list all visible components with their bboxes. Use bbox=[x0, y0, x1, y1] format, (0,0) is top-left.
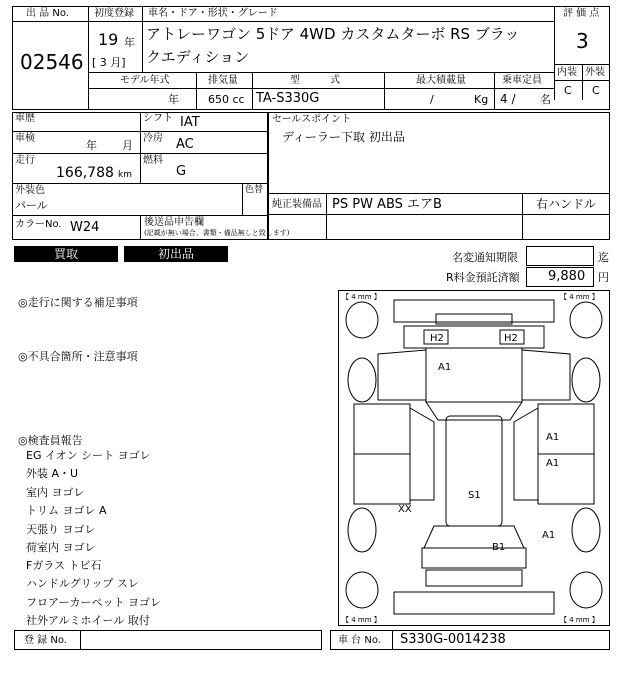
tire-depth-front-left: 【 4 mm 】 bbox=[342, 293, 381, 301]
report-line: EG イオン シート ヨゴレ bbox=[26, 449, 151, 462]
title-deadline-label: 名変通知期限 bbox=[452, 251, 518, 264]
exterior-grade: C bbox=[592, 84, 600, 97]
first-reg-label: 初度登録 bbox=[94, 8, 134, 19]
mark-rear-quarter: A1 bbox=[542, 530, 556, 541]
title-deadline-unit: 迄 bbox=[598, 251, 609, 264]
interior-label: 内装 bbox=[557, 67, 577, 78]
model-year-unit: 年 bbox=[168, 93, 179, 106]
type-label: 型 式 bbox=[290, 75, 340, 86]
divider bbox=[12, 183, 268, 184]
divider bbox=[554, 6, 555, 100]
chassis-value: S330G-0014238 bbox=[400, 632, 506, 647]
tag-first-listing: 初出品 bbox=[124, 246, 228, 262]
divider bbox=[582, 64, 583, 100]
divider bbox=[242, 183, 243, 215]
report-line: ハンドルグリップ スレ bbox=[26, 577, 139, 590]
shift-value: IAT bbox=[180, 115, 200, 130]
capacity-label: 乗車定員 bbox=[502, 75, 542, 86]
model-year-label: モデル年式 bbox=[120, 75, 170, 86]
fuel-label: 燃料 bbox=[143, 155, 163, 166]
chassis-label: 車 台 No. bbox=[338, 635, 381, 646]
tire-depth-front-right: 【 4 mm 】 bbox=[560, 293, 599, 301]
report-line: フロアーカーペット ヨゴレ bbox=[26, 596, 161, 609]
mileage-unit: km bbox=[118, 170, 132, 180]
report-line: 社外アルミホイール 取付 bbox=[26, 614, 150, 627]
divider bbox=[554, 80, 610, 81]
door-rear-left bbox=[354, 454, 410, 504]
wheel-side-front-right bbox=[572, 358, 600, 402]
inspection-year-unit: 年 bbox=[86, 139, 97, 152]
equipment-value: PS PW ABS エアB bbox=[332, 197, 442, 212]
interior-grade: C bbox=[564, 84, 572, 97]
tire-depth-rear-right: 【 4 mm 】 bbox=[560, 616, 599, 624]
rear-panel bbox=[426, 570, 522, 586]
divider bbox=[522, 193, 523, 240]
divider bbox=[140, 112, 141, 183]
ext-color-label: 外装色 bbox=[15, 185, 45, 196]
inspector-report-label: ◎検査員報告 bbox=[18, 434, 83, 447]
report-line: 室内 ヨゴレ bbox=[26, 486, 85, 499]
report-line: トリム ヨゴレ A bbox=[26, 504, 107, 517]
door-front-left bbox=[354, 404, 410, 454]
fender-front-right bbox=[522, 350, 570, 400]
side-window-right bbox=[514, 408, 538, 500]
mark-left-side: XX bbox=[398, 504, 412, 515]
tire-depth-rear-left: 【 4 mm 】 bbox=[342, 616, 381, 624]
inspection-label: 車検 bbox=[15, 133, 35, 144]
divider bbox=[326, 193, 327, 240]
type-value: TA-S330G bbox=[256, 91, 320, 106]
divider bbox=[494, 72, 495, 110]
divider bbox=[12, 21, 88, 22]
wheel-front-right bbox=[570, 302, 602, 338]
vehicle-damage-diagram bbox=[338, 290, 610, 626]
mileage-value: 166,788 bbox=[56, 165, 114, 181]
rear-gate bbox=[422, 548, 526, 568]
max-load-label: 最大積載量 bbox=[416, 75, 466, 86]
front-bumper bbox=[394, 300, 554, 322]
color-no-label: カラーNo. bbox=[15, 219, 62, 230]
score-label: 評 価 点 bbox=[563, 8, 600, 19]
steering-value: 右ハンドル bbox=[536, 197, 597, 211]
color-no-value: W24 bbox=[70, 220, 100, 235]
wheel-side-rear-right bbox=[572, 508, 600, 552]
mark-roof: S1 bbox=[468, 490, 481, 501]
capacity-value: 4 / bbox=[500, 92, 516, 106]
divider bbox=[142, 6, 143, 72]
divider bbox=[140, 215, 141, 240]
recycle-unit: 円 bbox=[598, 271, 609, 284]
door-front-right bbox=[538, 404, 594, 454]
report-line: Fガラス トビ石 bbox=[26, 559, 102, 572]
tag-buy: 買取 bbox=[14, 246, 118, 262]
max-load-unit: Kg bbox=[474, 93, 489, 106]
fender-front-left bbox=[378, 350, 426, 400]
mark-hood: A1 bbox=[438, 362, 452, 373]
front-grille bbox=[404, 326, 544, 348]
report-line: 荷室内 ヨゴレ bbox=[26, 541, 96, 554]
roof bbox=[446, 416, 502, 526]
wheel-rear-right bbox=[570, 572, 602, 608]
mark-door-rear-right: A1 bbox=[546, 458, 560, 469]
divider bbox=[384, 72, 385, 110]
report-line: 天張り ヨゴレ bbox=[26, 523, 96, 536]
fuel-value: G bbox=[176, 164, 187, 179]
rear-bumper bbox=[394, 592, 554, 614]
wheel-rear-left bbox=[346, 572, 378, 608]
wheel-side-front-left bbox=[348, 358, 376, 402]
inspection-month-unit: 月 bbox=[122, 139, 133, 152]
mark-rear-panel: B1 bbox=[492, 542, 506, 553]
score-value: 3 bbox=[576, 29, 589, 53]
first-reg-year-unit: 年 bbox=[124, 36, 135, 49]
shift-label: シフト bbox=[143, 113, 173, 124]
divider bbox=[252, 72, 253, 110]
mark-headlamp-left: H2 bbox=[430, 333, 444, 344]
capacity-unit: 名 bbox=[540, 93, 551, 106]
aftermarket-note: (記載が無い場合、書類・備品無しと致します) bbox=[144, 229, 290, 237]
lot-label: 出 品 No. bbox=[26, 8, 69, 19]
ac-value: AC bbox=[176, 137, 194, 152]
aftermarket-label: 後送品申告欄 bbox=[144, 217, 204, 228]
max-load-value: / bbox=[430, 93, 434, 106]
divider bbox=[268, 193, 610, 194]
equipment-label: 純正装備品 bbox=[272, 199, 322, 210]
car-name-label: 車名・ドア・形状・グレード bbox=[148, 8, 278, 19]
color-change-label: 色替 bbox=[245, 185, 264, 195]
rear-glass bbox=[424, 526, 524, 548]
hood bbox=[426, 348, 522, 402]
lot-number: 02546 bbox=[20, 50, 84, 74]
ac-label: 冷房 bbox=[143, 133, 163, 144]
mileage-label: 走行 bbox=[15, 155, 35, 166]
divider bbox=[392, 630, 393, 650]
title-deadline-box bbox=[526, 246, 594, 266]
side-window-left bbox=[410, 408, 434, 500]
divider bbox=[88, 88, 554, 89]
car-name-line2: クエディション bbox=[146, 48, 250, 66]
recycle-label: R料金預託済額 bbox=[446, 271, 520, 284]
exterior-label: 外装 bbox=[585, 67, 605, 78]
mark-headlamp-right: H2 bbox=[504, 333, 518, 344]
mark-door-front-right: A1 bbox=[546, 432, 560, 443]
sales-points-label: セールスポイント bbox=[272, 114, 352, 125]
ext-color-value: パール bbox=[15, 199, 48, 212]
divider bbox=[196, 72, 197, 110]
history-label: 車歴 bbox=[15, 113, 35, 124]
first-reg-month: [ 3 月] bbox=[92, 56, 126, 69]
displacement-label: 排気量 bbox=[208, 75, 238, 86]
windshield bbox=[426, 402, 522, 420]
first-reg-year: 19 bbox=[98, 30, 119, 49]
driving-notes-label: ◎走行に関する補足事項 bbox=[18, 296, 138, 309]
divider bbox=[268, 214, 610, 215]
car-name-line1: アトレーワゴン 5ドア 4WD カスタムターボ RS ブラッ bbox=[146, 25, 520, 43]
sales-points-value: ディーラー下取 初出品 bbox=[282, 130, 405, 144]
divider bbox=[88, 21, 554, 22]
divider bbox=[88, 72, 554, 73]
report-line: 外装 A・U bbox=[26, 467, 79, 480]
wheel-front-left bbox=[346, 302, 378, 338]
recycle-value: 9,880 bbox=[548, 269, 586, 284]
defects-label: ◎不具合箇所・注意事項 bbox=[18, 350, 138, 363]
divider bbox=[80, 630, 81, 650]
displacement-value: 650 cc bbox=[208, 93, 245, 106]
wheel-side-rear-left bbox=[348, 508, 376, 552]
reg-no-label: 登 録 No. bbox=[24, 635, 67, 646]
